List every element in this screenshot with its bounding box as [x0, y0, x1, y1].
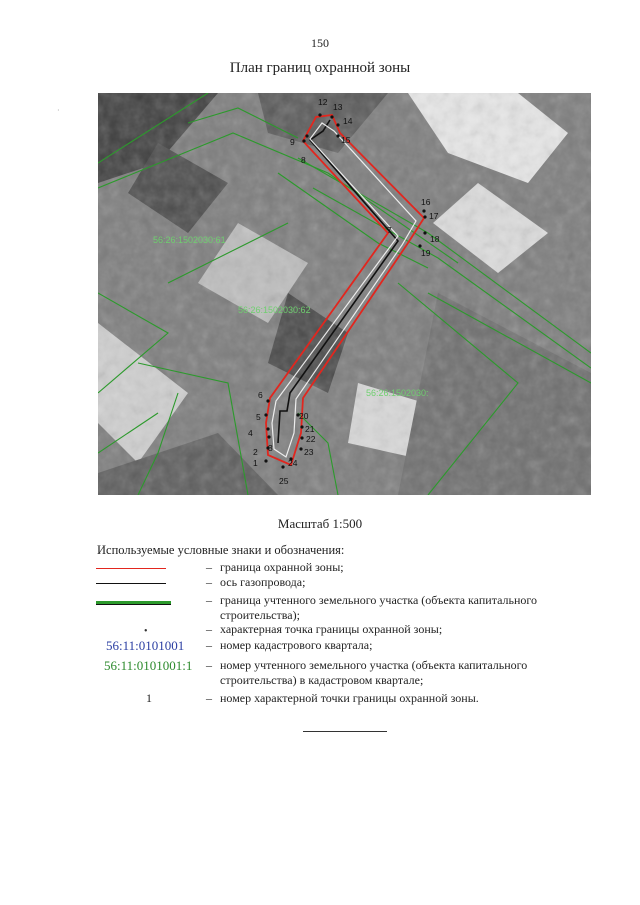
parcel-label: 56:26:1502030:61 — [153, 235, 226, 245]
parcel-label: 56:26:1502030:62 — [238, 305, 311, 315]
page-title: План границ охранной зоны — [229, 60, 411, 76]
point-number: 15 — [341, 135, 351, 145]
parcel-number-code: 56:11:0101001:1 — [104, 658, 193, 673]
point-number: 21 — [305, 424, 315, 434]
point-number: 18 — [430, 234, 440, 244]
legend-text: ось газопровода; — [220, 575, 306, 589]
point-number: 25 — [279, 476, 289, 486]
legend-dash: – — [206, 622, 212, 636]
zone-point — [264, 459, 267, 462]
map-svg — [98, 93, 591, 495]
point-number: 14 — [343, 116, 353, 126]
zone-point — [305, 134, 308, 137]
map-image — [98, 93, 591, 495]
zone-point — [422, 209, 425, 212]
point-number: 17 — [429, 211, 439, 221]
point-number: 19 — [421, 248, 431, 258]
legend-symbol — [90, 638, 210, 654]
legend-dash: – — [206, 691, 212, 705]
zone-point — [336, 123, 339, 126]
zone-point — [300, 425, 303, 428]
scan-mark: · — [57, 106, 60, 115]
zone-point — [267, 435, 270, 438]
legend-dash: – — [206, 593, 212, 607]
point-number: 8 — [301, 155, 306, 165]
legend-text: граница охранной зоны; — [220, 560, 344, 574]
footer-divider — [303, 731, 387, 732]
legend-dash: – — [206, 575, 212, 589]
legend-symbol — [90, 622, 210, 638]
point-number: 6 — [258, 390, 263, 400]
black-line-icon — [96, 583, 166, 584]
page-number: 150 — [311, 36, 329, 50]
parcel-label: 56:26:1502030: — [366, 388, 429, 398]
point-number: 22 — [306, 434, 316, 444]
zone-point — [266, 427, 269, 430]
point-number: 7 — [387, 225, 392, 235]
point-number: 1 — [253, 458, 258, 468]
green-line-icon — [96, 601, 171, 605]
point-number: 2 — [253, 447, 258, 457]
zone-point — [330, 115, 333, 118]
legend-title: Используемые условные знаки и обозначения: — [97, 543, 345, 557]
legend-item-pipeline-axis — [90, 575, 590, 593]
point-number: 23 — [304, 447, 314, 457]
point-number: 4 — [248, 428, 253, 438]
legend-text: характерная точка границы охранной зоны; — [220, 622, 443, 636]
zone-point — [336, 134, 339, 137]
zone-point — [300, 436, 303, 439]
zone-point — [264, 413, 267, 416]
legend-dash: – — [206, 560, 212, 574]
point-number: 3 — [268, 443, 273, 453]
zone-point — [318, 113, 321, 116]
zone-point — [302, 139, 305, 142]
point-number-code: 1 — [146, 691, 152, 705]
legend-dash: – — [206, 638, 212, 652]
point-number: 24 — [288, 458, 298, 468]
zone-point — [299, 447, 302, 450]
legend-text: номер характерной точки границы охранной зоны. — [220, 691, 479, 705]
legend-symbol — [90, 593, 210, 609]
legend-text: номер кадастрового квартала; — [220, 638, 373, 652]
point-icon: • — [144, 626, 148, 637]
legend-symbol — [90, 691, 210, 707]
legend-item-cadastral-quarter — [90, 638, 590, 656]
legend-symbol — [90, 575, 210, 591]
zone-point — [266, 399, 269, 402]
zone-point — [423, 231, 426, 234]
legend-item-point-number — [90, 691, 590, 709]
legend-text: граница учтенного земельного участка (объекта капитального строительства); — [220, 593, 538, 622]
point-number: 13 — [333, 102, 343, 112]
point-number: 9 — [290, 137, 295, 147]
point-number: 16 — [421, 197, 431, 207]
red-line-icon — [96, 568, 166, 569]
point-number: 5 — [256, 412, 261, 422]
point-number: 12 — [318, 97, 328, 107]
point-number: 20 — [299, 411, 309, 421]
zone-point — [423, 215, 426, 218]
legend-dash: – — [206, 658, 212, 672]
legend-symbol — [90, 560, 210, 576]
cadastral-quarter-code: 56:11:0101001 — [106, 638, 185, 653]
map-scale: Масштаб 1:500 — [277, 516, 363, 531]
legend-item-parcel-boundary — [90, 593, 590, 625]
legend-text: номер учтенного земельного участка (объекта капитального строительства) в кадастровом квартале; — [220, 658, 528, 687]
zone-point — [281, 465, 284, 468]
legend-symbol — [90, 658, 210, 674]
legend-item-parcel-number — [90, 658, 590, 690]
